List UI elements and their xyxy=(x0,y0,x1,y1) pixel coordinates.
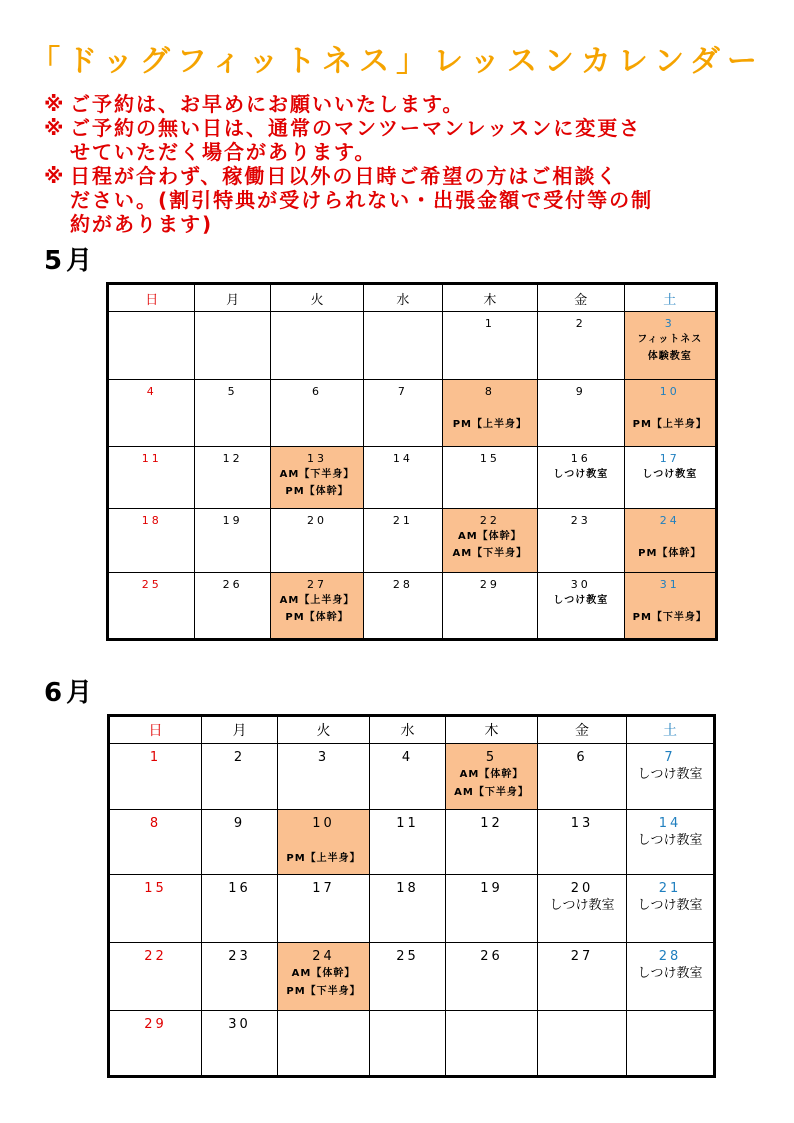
note-mark: ※ xyxy=(44,92,66,116)
calendar-day-cell xyxy=(370,943,446,1011)
month-heading-june: 6月 xyxy=(44,678,97,708)
day-number: 18 xyxy=(141,514,162,527)
calendar-day-cell xyxy=(627,875,715,943)
calendar-week-row xyxy=(109,744,715,810)
day-number: 26 xyxy=(222,578,243,591)
calendar-day-cell xyxy=(108,447,195,509)
day-number: 12 xyxy=(480,816,503,831)
weekday-header: 月 xyxy=(202,716,278,744)
event-label xyxy=(625,592,716,609)
weekday-header: 水 xyxy=(364,284,442,312)
day-number: 25 xyxy=(141,578,162,591)
note-line: 日程が合わず、稼働日以外の日時ご希望の方はご相談く xyxy=(70,164,619,188)
day-number: 3 xyxy=(664,317,675,330)
day-number: 2 xyxy=(575,317,586,330)
calendar-day-cell xyxy=(370,810,446,875)
calendar-day-cell xyxy=(538,509,624,573)
event-label xyxy=(625,399,716,416)
day-number: 30 xyxy=(570,578,591,591)
calendar-week-row xyxy=(108,509,717,573)
notes xyxy=(44,92,764,236)
calendar-day-cell xyxy=(270,380,363,447)
weekday-header: 金 xyxy=(538,716,627,744)
weekday-header-row xyxy=(108,284,717,312)
event-label: AM【下半身】 xyxy=(454,787,529,798)
day-number: 30 xyxy=(228,1017,251,1032)
weekday-header: 木 xyxy=(446,716,538,744)
event-label: AM【下半身】 xyxy=(452,548,528,559)
calendar-day-cell xyxy=(442,447,537,509)
calendar-day-cell xyxy=(442,312,537,380)
day-number: 24 xyxy=(659,514,680,527)
day-number: 14 xyxy=(392,452,413,465)
calendar-day-cell xyxy=(202,810,278,875)
day-number: 27 xyxy=(570,949,594,964)
weekday-header: 水 xyxy=(370,716,446,744)
day-number: 21 xyxy=(392,514,413,527)
calendar-day-cell xyxy=(364,573,442,640)
weekday-header: 日 xyxy=(109,716,202,744)
event-label: しつけ教室 xyxy=(549,898,615,913)
calendar-day-cell xyxy=(364,380,442,447)
day-number: 14 xyxy=(658,816,682,831)
event-label: AM【体幹】 xyxy=(291,968,356,979)
calendar-day-cell xyxy=(627,744,715,810)
calendar-day-cell xyxy=(624,312,717,380)
day-number: 28 xyxy=(392,578,413,591)
day-number: 8 xyxy=(149,816,162,831)
event-label: PM【下半身】 xyxy=(632,612,707,623)
calendar-day-cell xyxy=(442,509,537,573)
calendar-day-cell xyxy=(538,875,627,943)
calendar-day-cell xyxy=(195,509,270,573)
event-label: しつけ教室 xyxy=(637,767,703,782)
calendar-day-cell xyxy=(624,380,717,447)
calendar-day-cell xyxy=(446,810,538,875)
day-number: 7 xyxy=(397,385,408,398)
calendar-day-cell xyxy=(270,312,363,380)
day-number: 4 xyxy=(146,385,157,398)
calendar-day-cell xyxy=(446,744,538,810)
day-number: 12 xyxy=(222,452,243,465)
calendar-week-row xyxy=(109,810,715,875)
event-label: PM【体幹】 xyxy=(638,548,702,559)
calendar-day-cell xyxy=(446,875,538,943)
calendar-day-cell xyxy=(108,573,195,640)
event-label: しつけ教室 xyxy=(642,469,698,480)
calendar-day-cell xyxy=(538,1011,627,1077)
event-label: AM【上半身】 xyxy=(279,595,355,606)
calendar-day-cell xyxy=(195,312,270,380)
calendar-week-row xyxy=(108,447,717,509)
weekday-header: 土 xyxy=(624,284,717,312)
calendar-day-cell xyxy=(538,312,624,380)
day-number: 27 xyxy=(307,578,327,591)
calendar-day-cell xyxy=(538,447,624,509)
calendar-day-cell xyxy=(109,810,202,875)
day-number: 17 xyxy=(312,881,335,896)
calendar-day-cell xyxy=(627,810,715,875)
calendar-day-cell xyxy=(624,573,717,640)
day-number: 19 xyxy=(222,514,243,527)
event-label: PM【体幹】 xyxy=(285,612,349,623)
day-number: 28 xyxy=(658,949,682,964)
day-number: 22 xyxy=(144,949,167,964)
weekday-header: 日 xyxy=(108,284,195,312)
day-number: 18 xyxy=(396,881,419,896)
day-number: 21 xyxy=(658,881,682,896)
calendar-day-cell xyxy=(278,744,370,810)
event-label xyxy=(278,832,369,850)
note-line: ご予約の無い日は、通常のマンツーマンレッスンに変更さ xyxy=(70,116,642,140)
calendar-day-cell xyxy=(109,943,202,1011)
day-number: 29 xyxy=(144,1017,167,1032)
note-line: ださい。(割引特典が受けられない・出張金額で受付等の制 xyxy=(70,188,654,212)
note-line: せていただく場合があります。 xyxy=(70,140,377,164)
event-label: しつけ教室 xyxy=(637,833,703,848)
calendar-day-cell xyxy=(108,509,195,573)
day-number: 1 xyxy=(149,750,162,765)
day-number: 6 xyxy=(576,750,588,765)
event-label: AM【体幹】 xyxy=(459,769,524,780)
calendar-day-cell xyxy=(202,943,278,1011)
note-line: ご予約は、お早めにお願いいたします。 xyxy=(70,92,465,116)
calendar-day-cell xyxy=(364,312,442,380)
day-number: 16 xyxy=(570,452,591,465)
note-mark: ※ xyxy=(44,164,66,188)
calendar-day-cell xyxy=(624,447,717,509)
calendar-day-cell xyxy=(538,573,624,640)
event-label: フィットネス xyxy=(637,334,703,345)
calendar-day-cell xyxy=(195,447,270,509)
event-label: 体験教室 xyxy=(647,351,692,362)
event-label: しつけ教室 xyxy=(637,966,703,981)
weekday-header: 土 xyxy=(627,716,715,744)
calendar-day-cell xyxy=(109,1011,202,1077)
event-label: しつけ教室 xyxy=(637,898,703,913)
day-number: 10 xyxy=(312,816,335,831)
day-number: 13 xyxy=(307,452,327,465)
weekday-header: 火 xyxy=(278,716,370,744)
weekday-header-row xyxy=(109,716,715,744)
day-number: 29 xyxy=(479,578,500,591)
note-line: 約があります) xyxy=(70,212,214,236)
calendar-day-cell xyxy=(109,744,202,810)
calendar-day-cell xyxy=(195,573,270,640)
day-number: 22 xyxy=(479,514,500,527)
calendar-day-cell xyxy=(364,509,442,573)
calendar-day-cell xyxy=(442,573,537,640)
day-number: 13 xyxy=(570,816,594,831)
day-number: 26 xyxy=(480,949,503,964)
day-number: 9 xyxy=(233,816,246,831)
calendar-day-cell xyxy=(278,943,370,1011)
calendar-day-cell xyxy=(108,312,195,380)
calendar-day-cell xyxy=(538,380,624,447)
calendar-day-cell xyxy=(442,380,537,447)
calendar-week-row xyxy=(109,1011,715,1077)
calendar-day-cell xyxy=(627,943,715,1011)
calendar-june xyxy=(107,714,716,1078)
calendar-day-cell xyxy=(108,380,195,447)
page-title: 「ドッグフィットネス」レッスンカレンダー xyxy=(30,44,764,79)
calendar-week-row xyxy=(108,380,717,447)
calendar-day-cell xyxy=(278,1011,370,1077)
day-number: 2 xyxy=(233,750,246,765)
calendar-day-cell xyxy=(364,447,442,509)
calendar-day-cell xyxy=(202,1011,278,1077)
calendar-day-cell xyxy=(270,447,363,509)
day-number: 23 xyxy=(570,514,591,527)
calendar-day-cell xyxy=(538,810,627,875)
day-number: 5 xyxy=(227,385,238,398)
event-label: AM【体幹】 xyxy=(457,531,522,542)
event-label: PM【上半身】 xyxy=(452,419,527,430)
calendar-day-cell xyxy=(446,1011,538,1077)
event-label: AM【下半身】 xyxy=(279,469,355,480)
day-number: 20 xyxy=(307,514,327,527)
event-label: しつけ教室 xyxy=(553,595,609,606)
day-number: 6 xyxy=(312,385,322,398)
calendar-day-cell xyxy=(202,875,278,943)
calendar-day-cell xyxy=(278,810,370,875)
event-label: PM【下半身】 xyxy=(286,986,361,997)
day-number: 24 xyxy=(312,949,335,964)
event-label: PM【上半身】 xyxy=(286,853,361,864)
event-label xyxy=(625,528,716,545)
event-label: しつけ教室 xyxy=(553,469,609,480)
calendar-day-cell xyxy=(109,875,202,943)
event-label: PM【体幹】 xyxy=(285,486,349,497)
day-number: 31 xyxy=(659,578,680,591)
calendar-day-cell xyxy=(278,875,370,943)
calendar-day-cell xyxy=(370,744,446,810)
weekday-header: 月 xyxy=(195,284,270,312)
calendar-day-cell xyxy=(195,380,270,447)
day-number: 3 xyxy=(317,750,330,765)
calendar-week-row xyxy=(109,943,715,1011)
calendar-day-cell xyxy=(627,1011,715,1077)
calendar-day-cell xyxy=(624,509,717,573)
calendar-week-row xyxy=(109,875,715,943)
calendar-may xyxy=(106,282,718,641)
event-label: PM【上半身】 xyxy=(632,419,707,430)
day-number: 5 xyxy=(485,750,498,765)
calendar-day-cell xyxy=(538,744,627,810)
day-number: 4 xyxy=(401,750,414,765)
day-number: 8 xyxy=(484,385,495,398)
day-number: 17 xyxy=(659,452,680,465)
calendar-day-cell xyxy=(202,744,278,810)
event-label xyxy=(443,399,537,416)
calendar-week-row xyxy=(108,573,717,640)
day-number: 15 xyxy=(479,452,500,465)
calendar-day-cell xyxy=(538,943,627,1011)
calendar-day-cell xyxy=(446,943,538,1011)
day-number: 10 xyxy=(659,385,680,398)
note-mark: ※ xyxy=(44,116,66,140)
weekday-header: 木 xyxy=(442,284,537,312)
day-number: 23 xyxy=(228,949,251,964)
weekday-header: 金 xyxy=(538,284,624,312)
calendar-day-cell xyxy=(370,1011,446,1077)
day-number: 11 xyxy=(141,452,162,465)
month-heading-may: 5月 xyxy=(44,246,97,276)
day-number: 7 xyxy=(664,750,676,765)
note-item xyxy=(44,92,764,116)
calendar-day-cell xyxy=(270,573,363,640)
day-number: 25 xyxy=(396,949,419,964)
calendar-day-cell xyxy=(370,875,446,943)
weekday-header: 火 xyxy=(270,284,363,312)
day-number: 19 xyxy=(480,881,503,896)
day-number: 16 xyxy=(228,881,251,896)
note-item xyxy=(44,116,764,164)
day-number: 9 xyxy=(575,385,586,398)
calendar-day-cell xyxy=(270,509,363,573)
day-number: 15 xyxy=(144,881,167,896)
day-number: 20 xyxy=(570,881,594,896)
calendar-week-row xyxy=(108,312,717,380)
day-number: 1 xyxy=(484,317,495,330)
note-item xyxy=(44,164,764,236)
day-number: 11 xyxy=(396,816,419,831)
